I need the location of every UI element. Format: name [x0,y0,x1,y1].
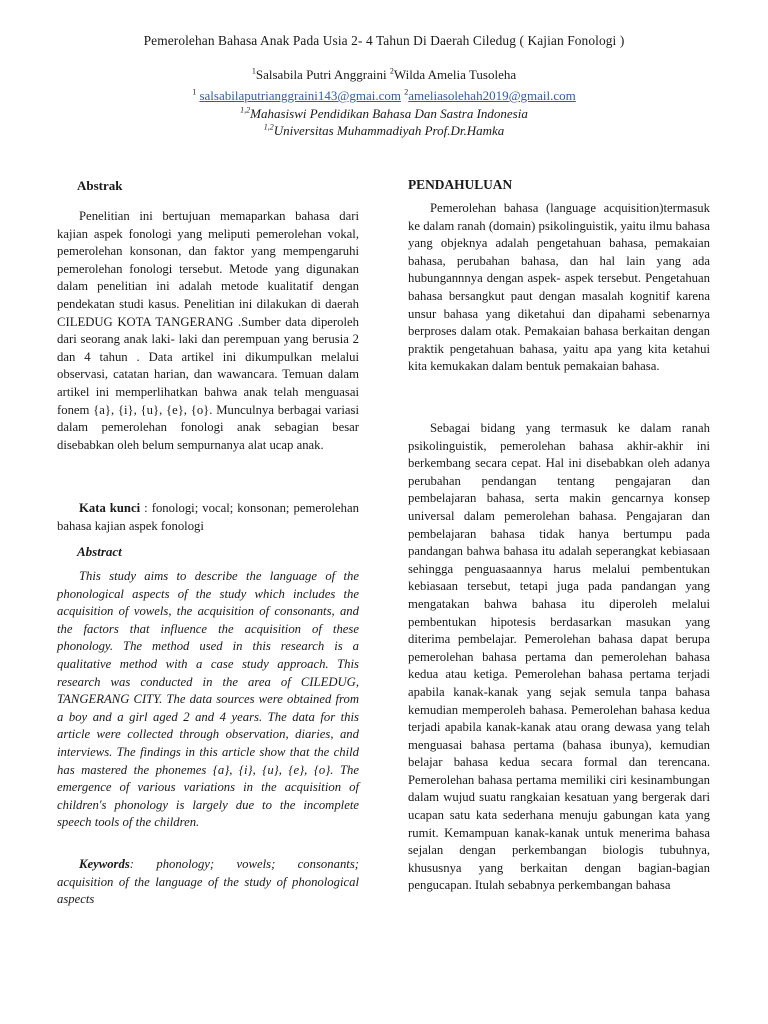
email2-sup: 2 [404,87,409,97]
abstrak-section [57,208,359,454]
pendahuluan-para2: Sebagai bidang yang termasuk ke dalam ranah psikolinguistik, pemerolehan bahasa akhir-akhir ini berkembang secara cepat. Hal ini disebabkan oleh adanya perubahan pendangan tentang pengajaran dan pembelajaran bahasa, serta makin gencarnya konsep universal dalam pemerolehan bahasa. Pengajaran dan pembelajaran bahasa tidak hanya bertumpu pada pandangan bahwa bahasa itu adalah seperangkat kebiasaan sehingga penguasaannya harus melalui pembentukan kebiasaan tersebut, tetapi juga pada pandangan yang mengatakan bahwa bahasa itu diperoleh melalui pembentukan hipotesis berdasarkan masukan yang diterima pembelajar. Pemerolehan bahasa dapat berupa pemerolehan bahasa pertama dan pemerolehan bahasa kedua atau ketiga. Pemerolehan bahasa pertama terjadi apabila kanak-kanak yang sejak semula tanpa bahasa kemudian memperoleh bahasa. Pemerolehan bahasa kedua terjadi apabila kanak-kanak atau orang dewasa yang telah menguasai bahasa pertama (bahasa ibunya), kemudian belajar bahasa kedua secara formal dan terencana. Pemerolehan bahasa pertama memiliki ciri kesinambungan dalam wujud suatu rangkaian kesatuan yang bergerak dari ucapan satu kata sederhana menuju gabungan kata yang rumit. Kemampuan kanak-kanak untuk menerima bahasa sejalan dengan perkembangan biologis tubuhnya, khususnya yang berkaitan dengan bagian-bagian pengucapan. Itulah sebabnya perkembangan bahasa [408,421,710,893]
author2-name: Wilda Amelia Tusoleha [393,67,517,82]
author2-sup: 2 [389,66,394,76]
email-line [0,88,768,104]
keywords-section [57,856,359,909]
kata-kunci-section [57,500,359,535]
keywords-label: Keywords [79,857,130,871]
aff2-sup: 1,2 [263,122,274,132]
abstrak-heading: Abstrak [77,178,123,193]
affiliation-program [0,106,768,122]
kata-kunci-label: Kata kunci [79,501,141,515]
email1-sup: 1 [192,87,197,97]
abstrak-body: Penelitian ini bertujuan memaparkan bahasa dari kajian aspek fonologi yang meliputi pemerolehan vokal, pemerolehan konsonan, dan faktor yang mempengaruhi pemerolehan fonologi tersebut. Metode yang digunakan dalam penelitian ini adalah metode kualitatif dengan pendekatan studi kasus. Penelitian ini dilakukan di daerah CILEDUG KOTA TANGERANG .Sumber data diperoleh dari seorang anak laki- laki dan perempuan yang berusia 2 dan 4 tahun . Data artikel ini dikumpulkan melalui observasi, catatan harian, dan wawancara. Temuan dalam artikel ini memperlihatkan bahwa anak telah menguasai fonem {a}, {i}, {u}, {e}, {o}. Munculnya berbagai variasi dalam pemerolehan fonologi anak sebagian besar disebabkan oleh belum sempurnanya alat ucap anak. [57,209,359,452]
kata-kunci-paragraph [57,500,359,535]
pendahuluan-para2-block [408,420,710,895]
affiliation-university [0,123,768,139]
email2-link[interactable]: ameliasolehah2019@gmail.com [408,88,576,103]
keywords-paragraph [57,856,359,909]
abstract-heading: Abstract [77,544,122,559]
aff2-text: Universitas Muhammadiyah Prof.Dr.Hamka [273,123,505,138]
paper-title: Pemerolehan Bahasa Anak Pada Usia 2- 4 Tahun Di Daerah Ciledug ( Kajian Fonologi ) [143,33,625,48]
kata-kunci-text: : fonologi; vocal; konsonan; pemerolehan bahasa kajian aspek fonologi [57,501,359,533]
pendahuluan-heading: PENDAHULUAN [408,177,513,192]
pendahuluan-para1: Pemerolehan bahasa (language acquisition)termasuk ke dalam ranah (domain) psikolinguistik, yaitu ilmu bahasa yang objeknya adalah pengetahuan bahasa, pemakaian bahasa, perubahan bahasa, dan hal lain yang ada hubungannnya dengan aspek- aspek tersebut. Pengetahuan bahasa bersangkut paut dengan masalah kognitif karena unsur bahasa yang diketahui dan dipahami sebenarnya berproses dalam otak. Pemakaian bahasa berkaitan dengan praktik pengetahuan bahasa, yaitu apa yang kita ketahui kita kemukakan dalam bentuk pemakaian bahasa. [408,201,710,374]
author-line [0,67,768,83]
email1-link[interactable]: salsabilaputrianggraini143@gmai.com [199,88,401,103]
aff1-sup: 1,2 [240,105,251,115]
author1-sup: 1 [251,66,256,76]
keywords-text: : phonology; vowels; consonants; acquisition of the language of the study of phonological aspects [57,857,359,907]
aff1-text: Mahasiswi Pendidikan Bahasa Dan Sastra Indonesia [250,106,528,121]
author1-name: Salsabila Putri Anggraini [255,67,387,82]
abstract-section [57,568,359,832]
pendahuluan-para1-block [408,200,710,376]
abstract-body: This study aims to describe the language of the phonological aspects of the study which includes the acquisition of vowels, the acquisition of consonants, and the factors that influence the acquisition of these phonology. The method used in this research is a qualitative method with a case study approach. This research was conducted in the area of CILEDUG, TANGERANG CITY. The data sources were obtained from a boy and a girl aged 2 and 4 years. The data for this article were collected through observation, diaries, and interviews. The findings in this article show that the child has mastered the phonemes {a}, {i}, {u}, {e}, {o}. The emergence of various variations in the acquisition of children's phonology is largely due to the incomplete speech tools of the children. [57,569,359,830]
